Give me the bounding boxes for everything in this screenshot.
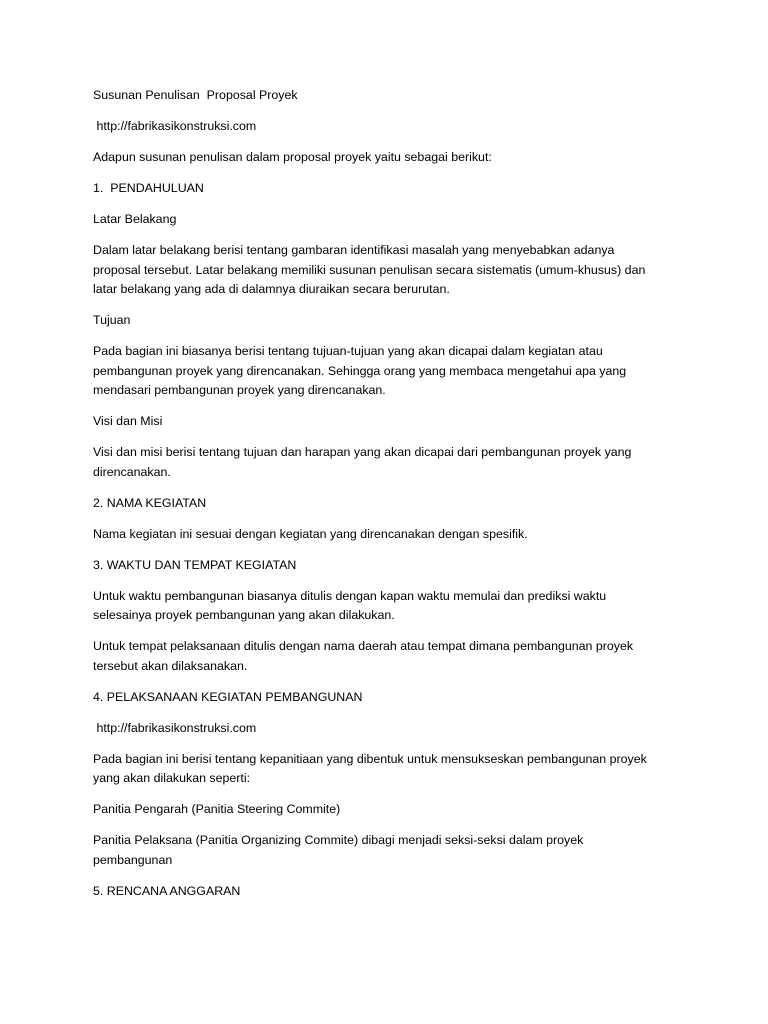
paragraph-waktu: Untuk waktu pembangunan biasanya ditulis dengan kapan waktu memulai dan prediksi waktu selesainya proyek pembangunan yang akan dilakukan. (93, 588, 607, 622)
list-item-panitia-pelaksana: Panitia Pelaksana (Panitia Organizing Commite) dibagi menjadi seksi-seksi dalam proyek pembangunan (93, 833, 584, 867)
paragraph-nama-kegiatan: Nama kegiatan ini sesuai dengan kegiatan yang direncanakan dengan spesifik. (93, 526, 528, 541)
intro-paragraph: Adapun susunan penulisan dalam proposal proyek yaitu sebagai berikut: (93, 150, 492, 164)
paragraph-tempat: Untuk tempat pelaksanaan ditulis dengan nama daerah atau tempat dimana pembangunan proyek tersebut akan dilaksanakan. (93, 639, 634, 673)
section-heading-rencana-anggaran: 5. RENCANA ANGGARAN (93, 883, 241, 898)
paragraph-kepanitiaan: Pada bagian ini berisi tentang kepanitiaan yang dibentuk untuk mensukseskan pembangunan proyek yang akan dilakukan seperti: (93, 751, 647, 785)
document-title: Susunan Penulisan Proposal Proyek (93, 88, 298, 102)
section-heading-pelaksanaan: 4. PELAKSANAAN KEGIATAN PEMBANGUNAN (93, 689, 363, 704)
paragraph-tujuan: Pada bagian ini biasanya berisi tentang tujuan-tujuan yang akan dicapai dalam kegiatan atau pembangunan proyek yang direncanakan. Sehingga orang yang membaca mengetahui apa yang mendasari pembangunan proyek yang direncanakan. (93, 344, 627, 397)
subheading-tujuan: Tujuan (93, 313, 131, 327)
source-url-2: http://fabrikasikonstruksi.com (93, 720, 257, 735)
subheading-latar-belakang: Latar Belakang (93, 212, 177, 226)
section-heading-waktu-tempat: 3. WAKTU DAN TEMPAT KEGIATAN (93, 557, 297, 572)
section-heading-nama-kegiatan: 2. NAMA KEGIATAN (93, 495, 207, 510)
source-url: http://fabrikasikonstruksi.com (93, 119, 257, 133)
subheading-visi-misi: Visi dan Misi (93, 414, 163, 428)
document-page (93, 86, 693, 913)
list-item-panitia-pengarah: Panitia Pengarah (Panitia Steering Commite) (93, 802, 341, 816)
paragraph-visi-misi: Visi dan misi berisi tentang tujuan dan harapan yang akan dicapai dari pembangunan proyek yang direncanakan. (93, 445, 632, 479)
section-heading-pendahuluan: 1. PENDAHULUAN (93, 181, 204, 195)
paragraph-latar-belakang: Dalam latar belakang berisi tentang gambaran identifikasi masalah yang menyebabkan adanya proposal tersebut. Latar belakang memiliki susunan penulisan secara sistematis (umum-khusus) dan latar belakang yang ada di dalamnya diuraikan secara berurutan. (93, 243, 646, 296)
